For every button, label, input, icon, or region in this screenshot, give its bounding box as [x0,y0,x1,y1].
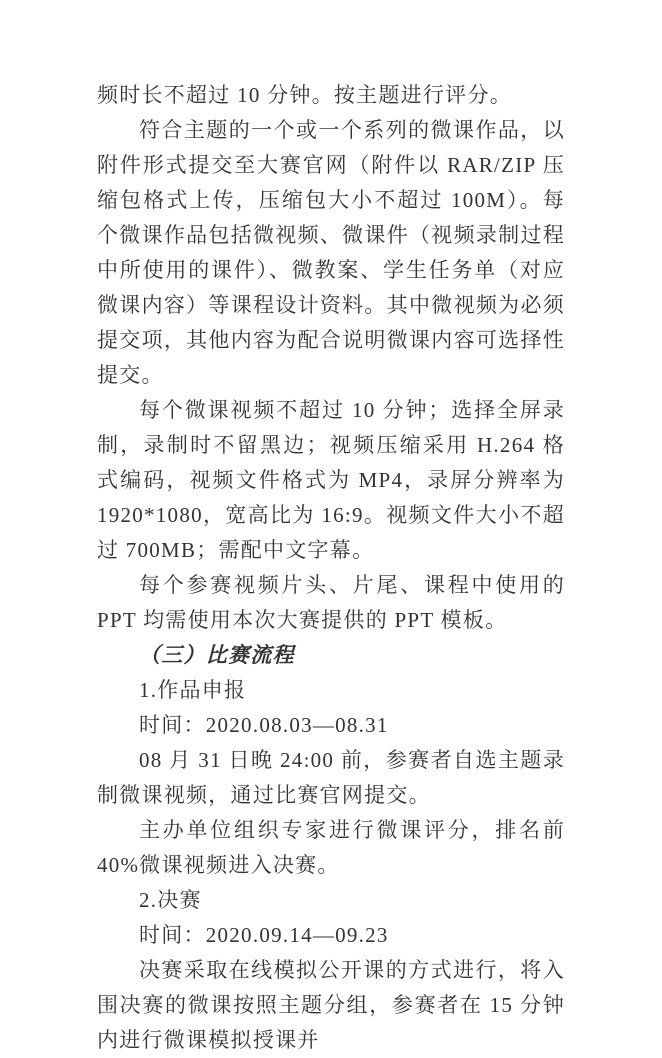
paragraph-stage2-title: 2.决赛 [139,888,202,912]
section-heading-process: （三）比赛流程 [139,643,295,667]
paragraph-stage2-time: 时间：2020.09.14—09.23 [139,923,389,947]
document-body-text [97,78,565,1058]
paragraph-continuation: 频时长不超过 10 分钟。按主题进行评分。 [97,83,512,107]
paragraph-stage1-title: 1.作品申报 [139,678,247,702]
paragraph-video-specs: 每个微课视频不超过 10 分钟；选择全屏录制，录制时不留黑边；视频压缩采用 H.264 格式编码，视频文件格式为 MP4，录屏分辨率为 1920*1080，宽高比为 16:9。视频文件大小不超过 700MB；需配中文字幕。 [97,398,565,562]
paragraph-ppt-template: 每个参赛视频片头、片尾、课程中使用的 PPT 均需使用本次大赛提供的 PPT 模板。 [97,573,565,632]
paragraph-stage1-judging: 主办单位组织专家进行微课评分，排名前 40%微课视频进入决赛。 [97,818,565,877]
paragraph-stage1-detail: 08 月 31 日晚 24:00 前，参赛者自选主题录制微课视频，通过比赛官网提交。 [97,748,565,807]
paragraph-stage1-time: 时间：2020.08.03—08.31 [139,713,389,737]
paragraph-stage2-detail: 决赛采取在线模拟公开课的方式进行，将入围决赛的微课按照主题分组，参赛者在 15 分钟内进行微课模拟授课并 [97,958,565,1052]
paragraph-submission-rules: 符合主题的一个或一个系列的微课作品，以附件形式提交至大赛官网（附件以 RAR/ZIP 压缩包格式上传，压缩包大小不超过 100M）。每个微课作品包括微视频、微课件（视频录制过程中所使用的课件）、微教案、学生任务单（对应微课内容）等课程设计资料。其中微视频为必须提交项，其他内容为配合说明微课内容可选择性提交。 [97,118,565,387]
